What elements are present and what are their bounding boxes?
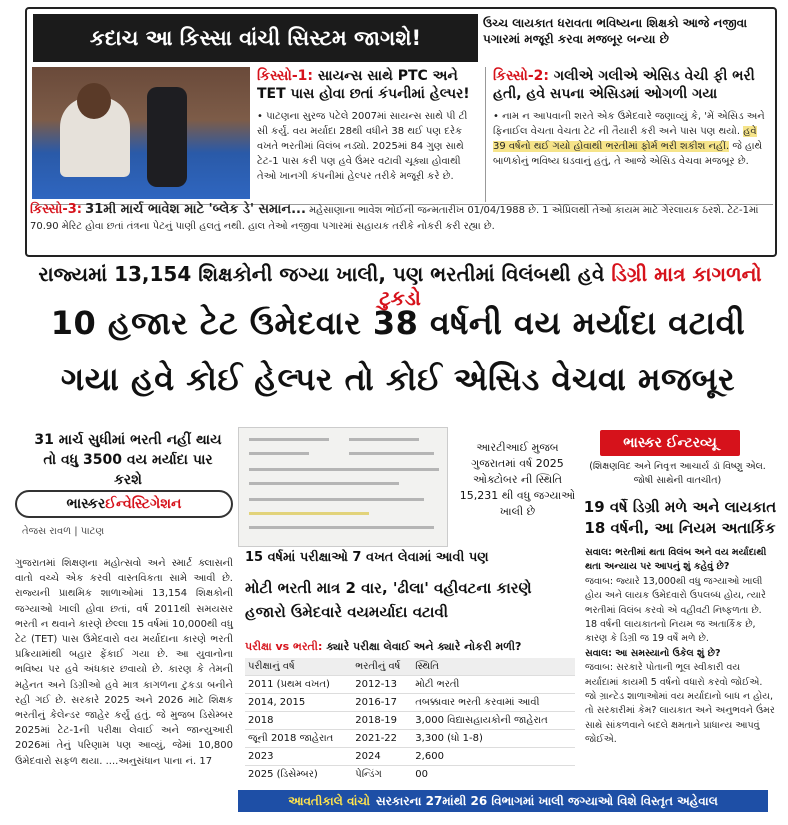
- interview-badge: ભાસ્કર ઈન્ટરવ્યૂ: [600, 430, 740, 456]
- headline-kicker-red: ડિગ્રી માત્ર કાગળનો ટુકડો: [379, 262, 762, 310]
- photo-machine: [147, 87, 187, 187]
- table-cell: 2012-13: [352, 675, 412, 693]
- table-title-text: ક્યારે પરીક્ષા લેવાઈ અને ક્યારે નોકરી મળી?: [322, 640, 522, 653]
- headline-kicker-text: રાજ્યમાં 13,154 શિક્ષકોની જગ્યા ખાલી, પણ ભરતીમાં વિલંબથી હવે: [38, 262, 612, 286]
- main-headline-line1: 10 હજાર ટેટ ઉમેદવાર 38 વર્ષની વય મર્યાદા વટાવી: [50, 304, 746, 342]
- table-cell: 00: [412, 765, 575, 783]
- table-row: [245, 711, 575, 729]
- table-header: પરીક્ષાનું વર્ષ: [245, 658, 352, 675]
- byline: તેજસ રાવળ | પાટણ: [22, 526, 105, 537]
- investigation-badge: [15, 490, 233, 518]
- table-cell: મોટી ભરતી: [412, 675, 575, 693]
- table-cell: 2023: [245, 747, 352, 765]
- story1-text: • પાટણના સુરજ પટેલે 2007માં સાયન્સ સાથે પી ટી સી કર્યું. વય મર્યાદા 28થી વધીને 38 થઈ પણ દરેક વખતે ભરતીમાં વિલંબ નડ્યો. 2025માં 84 ગુણ સાથે ટેટ-1 પાસ કરી પણ હવે ઉંમર વટાવી ચૂક્યા હોવાથી તેઓ ખાનગી કંપનીમાં હેલ્પર તરીકે મજૂરી કરે છે.: [257, 111, 468, 182]
- interview-headline: 19 વર્ષે ડિગ્રી મળે અને લાયકાત 18 વર્ષની, આ નિયમ અતાર્કિક: [583, 498, 777, 537]
- story2-text: [493, 109, 771, 169]
- table-cell: 3,000 વિદ્યાસહાયકોની જાહેરાત: [412, 711, 575, 729]
- story1-title: [257, 67, 479, 103]
- table-cell: 2016-17: [352, 693, 412, 711]
- headline-kicker: [20, 262, 780, 310]
- story1-heading: સાયન્સ સાથે PTC અને TET પાસ હોવા છતાં કંપનીમાં હેલ્પર!: [257, 68, 470, 102]
- story2-text-a: • નામ ન આપવાની શરતે એક ઉમેદવારે જણાવ્યું કે, 'મેં એસિડ અને ફિનાઈલ વેચતા વેચતા ટેટ ની તૈયારી કરી અને પાસ પણ થયો.: [493, 111, 765, 137]
- story3-text: મહેસાણાના ભાવેશ ભોઈની જન્મતારીખ 01/04/1988 છે. 1 એપ્રિલથી તેઓ કાયમ માટે ગેરલાયક ઠરશે. ટેટ-1માં 70.90 મેરિટ હોવા છતાં તંત્રના પેટનું પાણી હલતું નથી. હાલ તેઓ નજીવા પગારમાં સહાયક તરીકે નોકરી કરી રહ્યા છે.: [30, 205, 759, 232]
- table-cell: 2021-22: [352, 729, 412, 747]
- table-cell: 3,300 (ધો 1-8): [412, 729, 575, 747]
- story3-heading: 31મી માર્ચ ભાવેશ માટે 'બ્લેક ડે' સમાન...: [85, 202, 306, 217]
- rti-document-image: [238, 427, 448, 547]
- footer-teaser-text: સરકારના 27માંથી 26 વિભાગમાં ખાલી જગ્યાઓ વિશે વિસ્તૃત અહેવાલ: [376, 793, 718, 808]
- main-headline-line2: ગયા હવે કોઈ હેલ્પર તો કોઈ એસિડ વેચવા મજબૂર: [60, 360, 736, 398]
- badge-label: ઈન્વેસ્ટિગેશન: [105, 496, 182, 512]
- col1-headline: 31 માર્ચ સુધીમાં ભરતી નહીં થાય તો વધુ 3500 વય મર્યાદા પાર કરશે: [34, 432, 222, 488]
- story3: [30, 202, 770, 235]
- story1-label: કિસ્સો-1:: [257, 68, 313, 84]
- table-cell: 2011 (પ્રથમ વખત): [245, 675, 352, 693]
- story2-title: [493, 67, 773, 103]
- table-cell: તબક્કાવાર ભરતી કરવામાં આવી: [412, 693, 575, 711]
- story-divider: [485, 67, 486, 202]
- story2-highlight: હવે 39 વર્ષનો થઈ ગયો હોવાથી ભરતીમાં ફોર્મ ભરી શકીશ નહીં.: [493, 126, 757, 152]
- table-row: [245, 675, 575, 693]
- table-cell: 2024: [352, 747, 412, 765]
- mid-subhead: 15 વર્ષમાં પરીક્ષાઓ 7 વખત લેવામાં આવી પણ: [245, 550, 489, 565]
- question-2: સવાલ: આ સમસ્યાનો ઉકેલ શું છે?: [585, 647, 721, 659]
- mid-headline: મોટી ભરતી માત્ર 2 વાર, 'ઢીલા' વહીવટના કારણે હજારો ઉમેદવારે વયમર્યાદા વટાવી: [245, 579, 532, 621]
- rti-note: આરટીઆઈ મુજબ ગુજરાતમાં વર્ષ 2025 ઓક્ટોબર ની સ્થિતિ 15,231 થી વધુ જગ્યાઓ ખાલી છે: [459, 441, 576, 518]
- footer-teaser: [238, 790, 768, 812]
- table-row: [245, 693, 575, 711]
- table-cell: જૂની 2018 જાહેરાત: [245, 729, 352, 747]
- table-cell: 2,600: [412, 747, 575, 765]
- table-header: ભરતીનું વર્ષ: [352, 658, 412, 675]
- exam-vs-recruitment-table: [245, 658, 575, 783]
- table-title-red: પરીક્ષા vs ભરતી:: [245, 640, 323, 653]
- interview-subtitle: (શિક્ષણવિદ અને નિવૃત્ત આચાર્ય ડૉ વિષ્ણુ એલ. જોષી સાથેની વાતચીત): [589, 461, 766, 486]
- photo-person-head: [77, 83, 111, 119]
- table-header: સ્થિતિ: [412, 658, 575, 675]
- interview-qa: [585, 546, 775, 748]
- story3-label: કિસ્સો-3:: [30, 202, 82, 217]
- table-cell: 2018: [245, 711, 352, 729]
- answer-2: જવાબ: સરકારે પોતાની ભૂલ સ્વીકારી વય મર્યાદામાં કાયમી 5 વર્ષનો વધારો કરવો જોઈએ. જો ગ્રાન્ટેડ શાળાઓમાં વય મર્યાદાનો બાધ ન હોય, તો સરકારીમાં કેમ? લાયકાત અને અનુભવને ઉંમર સાથે સાંકળવાને બદલે ક્ષમતાને પ્રાધાન્ય આપવું જોઈએ.: [585, 662, 775, 746]
- stories-banner-subtitle: ઉચ્ચ લાયકાત ધરાવતા ભવિષ્યના શિક્ષકો આજે નજીવા પગારમાં મજૂરી કરવા મજબૂર બન્યા છે: [483, 16, 748, 46]
- story2-text-b: જે હાથે બાળકોનું ભવિષ્ય ઘડવાનું હતું, તે આજે એસિડ વેચવા મજબૂર છે.: [493, 141, 763, 167]
- helper-photo: [32, 67, 250, 199]
- col1-body: ગુજરાતમાં શિક્ષણના મહોત્સવો અને સ્માર્ટ ક્લાસની વાતો વચ્ચે એક કરવી વાસ્તવિકતા સામે આવી છે. રાજ્યની પ્રાથમિક શાળાઓમાં 13,154 શિક્ષકોની જગ્યાઓ ખાલી હોવા છતાં, વર્ષ 2011થી સમયસર ભરતી ન થવાને કારણે છેલ્લા 15 વર્ષમાં 10,000થી વધુ ટેટ (TET) પાસ ઉમેદવારો વય મર્યાદાના કારણે ભરતી પ્રક્રિયામાંથી બહાર ફેંકાઈ ગયા છે. આ યુવાનોના ભવિષ્ય પર હવે અંધકાર છવાયો છે. કારણ કે તેમની મહેનત અને ડિગ્રીઓ હવે માત્ર કાગળના ટુકડા બનીને રહી ગઈ છે. સરકારે 2025 અને 2026 માટે શિક્ષક ભરતીનું કેલેન્ડર જાહેર કર્યું હતું. જે મુજબ ડિસેમ્બર 2025માં ટેટ-1ની પરીક્ષા લેવાઈ અને જાન્યુઆરી 2026માં તેનું પરિણામ પણ આવ્યું, જેમાં 10,800 ઉમેદવારો સફળ થયા. ....અનુસંધાન પાના નં. 17: [15, 558, 233, 767]
- table-cell: 2014, 2015: [245, 693, 352, 711]
- answer-1: જવાબ: જ્યારે 13,000થી વધુ જગ્યાઓ ખાલી હોય અને લાયક ઉમેદવારો ઉપલબ્ધ હોય, ત્યારે ભરતીમાં વિલંબ કરવો એ વહીવટી નિષ્ફળતા છે. 18 વર્ષની લાયકાતનો નિયમ જ અતાર્કિક છે, કારણ કે ડિગ્રી જ 19 વર્ષે મળે છે.: [585, 575, 766, 645]
- table-cell: પેન્ડિંગ: [352, 765, 412, 783]
- story2-label: કિસ્સો-2:: [493, 68, 549, 84]
- badge-brand: ભાસ્કર: [66, 496, 106, 512]
- table-title: [245, 640, 580, 654]
- question-1: સવાલ: ભરતીમાં થતા વિલંબ અને વય મર્યાદાથી થતા અન્યાય પર આપનું શું કહેવું છે?: [585, 547, 767, 573]
- table-cell: 2025 (ડિસેમ્બર): [245, 765, 352, 783]
- table-row: [245, 729, 575, 747]
- table-row: [245, 747, 575, 765]
- table-cell: 2018-19: [352, 711, 412, 729]
- table-row: [245, 765, 575, 783]
- story2-heading: ગલીએ ગલીએ એસિડ વેચી ફી ભરી હતી, હવે સપના એસિડમાં ઓગળી ગયા: [493, 68, 755, 102]
- footer-teaser-label: આવતીકાલે વાંચો: [288, 793, 370, 808]
- stories-banner: કદાચ આ કિસ્સા વાંચી સિસ્ટમ જાગશે!: [33, 14, 478, 62]
